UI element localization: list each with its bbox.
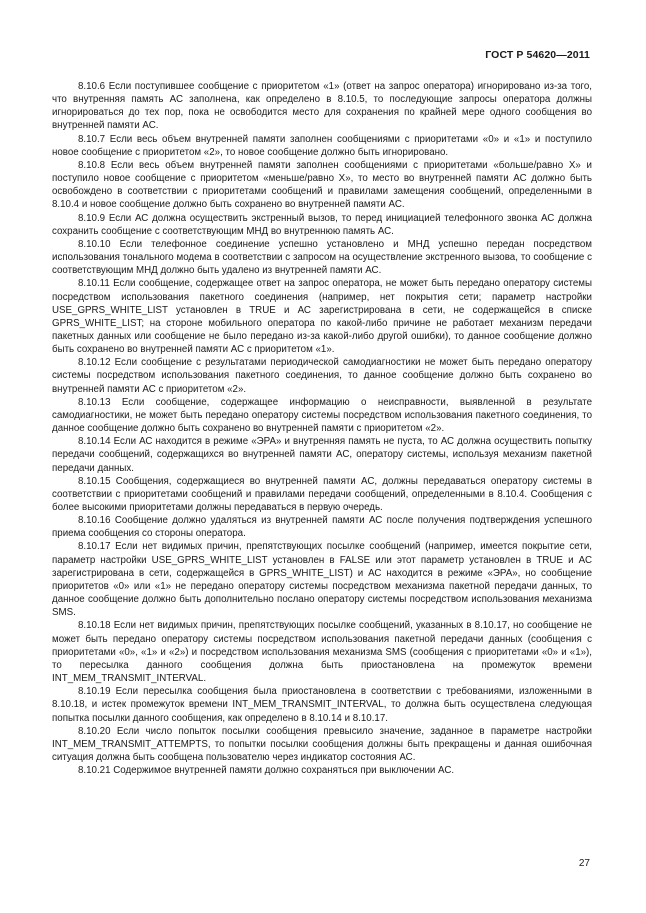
document-header: ГОСТ Р 54620—2011 — [485, 49, 590, 61]
paragraph-8-10-19: 8.10.19 Если пересылка сообщения была приостановлена в соответствии с требованиями, изложенными в 8.10.18, и истек промежуток времени INT_MEM_TRANSMIT_INTERVAL, то должна быть осуществлена следующая попытка посылки данного сообщения, как определено в 8.10.14 и 8.10.17. — [52, 686, 592, 724]
paragraph-8-10-17: 8.10.17 Если нет видимых причин, препятствующих посылке сообщений (например, имеется покрытие сети, параметр настройки USE_GPRS_WHITE_LIST установлен в FALSE или этот параметр установлен в TRUE и АС зарегистрирована в сети, содержащейся в GPRS_WHITE_LIST) и АС находится в режиме «ЭРА», но сообщение приоритетов «0» или «1» не передано оператору системы посредством механизма пакетной передачи данных, то данное сообщение должно быть дополнительно послано оператору системы посредством использования механизма SMS. — [52, 541, 592, 619]
paragraph-8-10-12: 8.10.12 Если сообщение с результатами периодической самодиагностики не может быть передано оператору системы посредством использования пакетного соединения, то данное сообщение должно быть сохранено во внутренней памяти АС с приоритетом «2». — [52, 357, 592, 395]
paragraph-8-10-11: 8.10.11 Если сообщение, содержащее ответ на запрос оператора, не может быть передано оператору системы посредством использования пакетного соединения (например, нет покрытия сети; параметр настройки USE_GPRS_WHITE_LIST установлен в TRUE и АС зарегистрирована в сети, не содержащейся в списке GPRS_WHITE_LIST; на стороне мобильного оператора по какой-либо причине не работает механизм передачи пакетных данных или сообщение не было передано из-за какой-либо другой ошибки), то данное сообщение должно быть сохранено во внутренней памяти АС с приоритетом «1». — [52, 278, 592, 356]
paragraph-8-10-21: 8.10.21 Содержимое внутренней памяти должно сохраняться при выключении АС. — [78, 765, 455, 777]
paragraph-8-10-14: 8.10.14 Если АС находится в режиме «ЭРА» и внутренняя память не пуста, то АС должна осуществить попытку передачи сообщений, содержащихся во внутренней памяти АС, оператору системы, используя механизм пакетной передачи данных. — [52, 436, 592, 474]
paragraph-8-10-7: 8.10.7 Если весь объем внутренней памяти заполнен сообщениями с приоритетами «0» и «1» и поступило новое сообщение с приоритетом «2», то новое сообщение должно быть игнорировано. — [52, 133, 592, 158]
paragraph-8-10-20: 8.10.20 Если число попыток посылки сообщения превысило значение, заданное в параметре настройки INT_MEM_TRANSMIT_ATTEMPTS, то попытки посылки сообщения должны быть прекращены и данная ошибочная ситуация должна быть сообщена пользователю через индикатор состояния АС. — [52, 725, 592, 763]
paragraph-8-10-6: 8.10.6 Если поступившее сообщение с приоритетом «1» (ответ на запрос оператора) игнорировано из-за того, что внутренняя память АС заполнена, как определено в 8.10.5, то последующие запросы оператора должны игнорироваться до тех пор, пока не освободится место для сохранения по крайней мере одного сообщения во внутренней памяти АС. — [52, 81, 592, 132]
paragraph-8-10-13: 8.10.13 Если сообщение, содержащее информацию о неисправности, выявленной в результате самодиагностики, не может быть передано оператору системы посредством использования пакетного соединения, то данное сообщение должно быть сохранено во внутренней памяти с приоритетом «2». — [52, 396, 592, 435]
paragraph-8-10-8: 8.10.8 Если весь объем внутренней памяти заполнен сообщениями с приоритетами «больше/равно X» и поступило новое сообщение с приоритетом «меньше/равно X», то место во внутренней памяти АС должно быть освобождено в соответствии с приоритетами сообщений и правилами замещения сообщений, определенными в 8.10.4 и новое сообщение должно быть сохранено во внутренней памяти АС. — [52, 159, 592, 211]
page-number: 27 — [578, 858, 590, 869]
paragraph-8-10-18: 8.10.18 Если нет видимых причин, препятствующих посылке сообщений, указанных в 8.10.17, но сообщение не может быть передано оператору системы посредством использования пакетной передачи данных (сообщения с приоритетами «0», «1» и «2») и посредством использования механизма SMS (сообщения с приоритетами «0» и «1»), то пересылка данного сообщения должна быть приостановлена на промежуток времени INT_MEM_TRANSMIT_INTERVAL. — [52, 620, 592, 685]
paragraph-8-10-16: 8.10.16 Сообщение должно удаляться из внутренней памяти АС после получения подтверждения успешного приема сообщения со стороны оператора. — [52, 515, 592, 540]
document-body — [52, 80, 592, 777]
paragraph-8-10-10: 8.10.10 Если телефонное соединение успешно установлено и МНД успешно передан посредством использования тонального модема в соответствии с запросом на осуществление экстренного вызова, то сообщение с соответствующим МНД должно быть удалено из внутренней памяти АС. — [52, 238, 592, 277]
paragraph-8-10-9: 8.10.9 Если АС должна осуществить экстренный вызов, то перед инициацией телефонного звонка АС должна сохранить сообщение с соответствующим МНД во внутреннюю память АС. — [52, 212, 592, 237]
paragraph-8-10-15: 8.10.15 Сообщения, содержащиеся во внутренней памяти АС, должны передаваться оператору системы в соответствии с приоритетами сообщений и правилами передачи сообщений, определенными в 8.10.4. Сообщения с более высокими приоритетами должны передаваться в первую очередь. — [52, 475, 592, 513]
